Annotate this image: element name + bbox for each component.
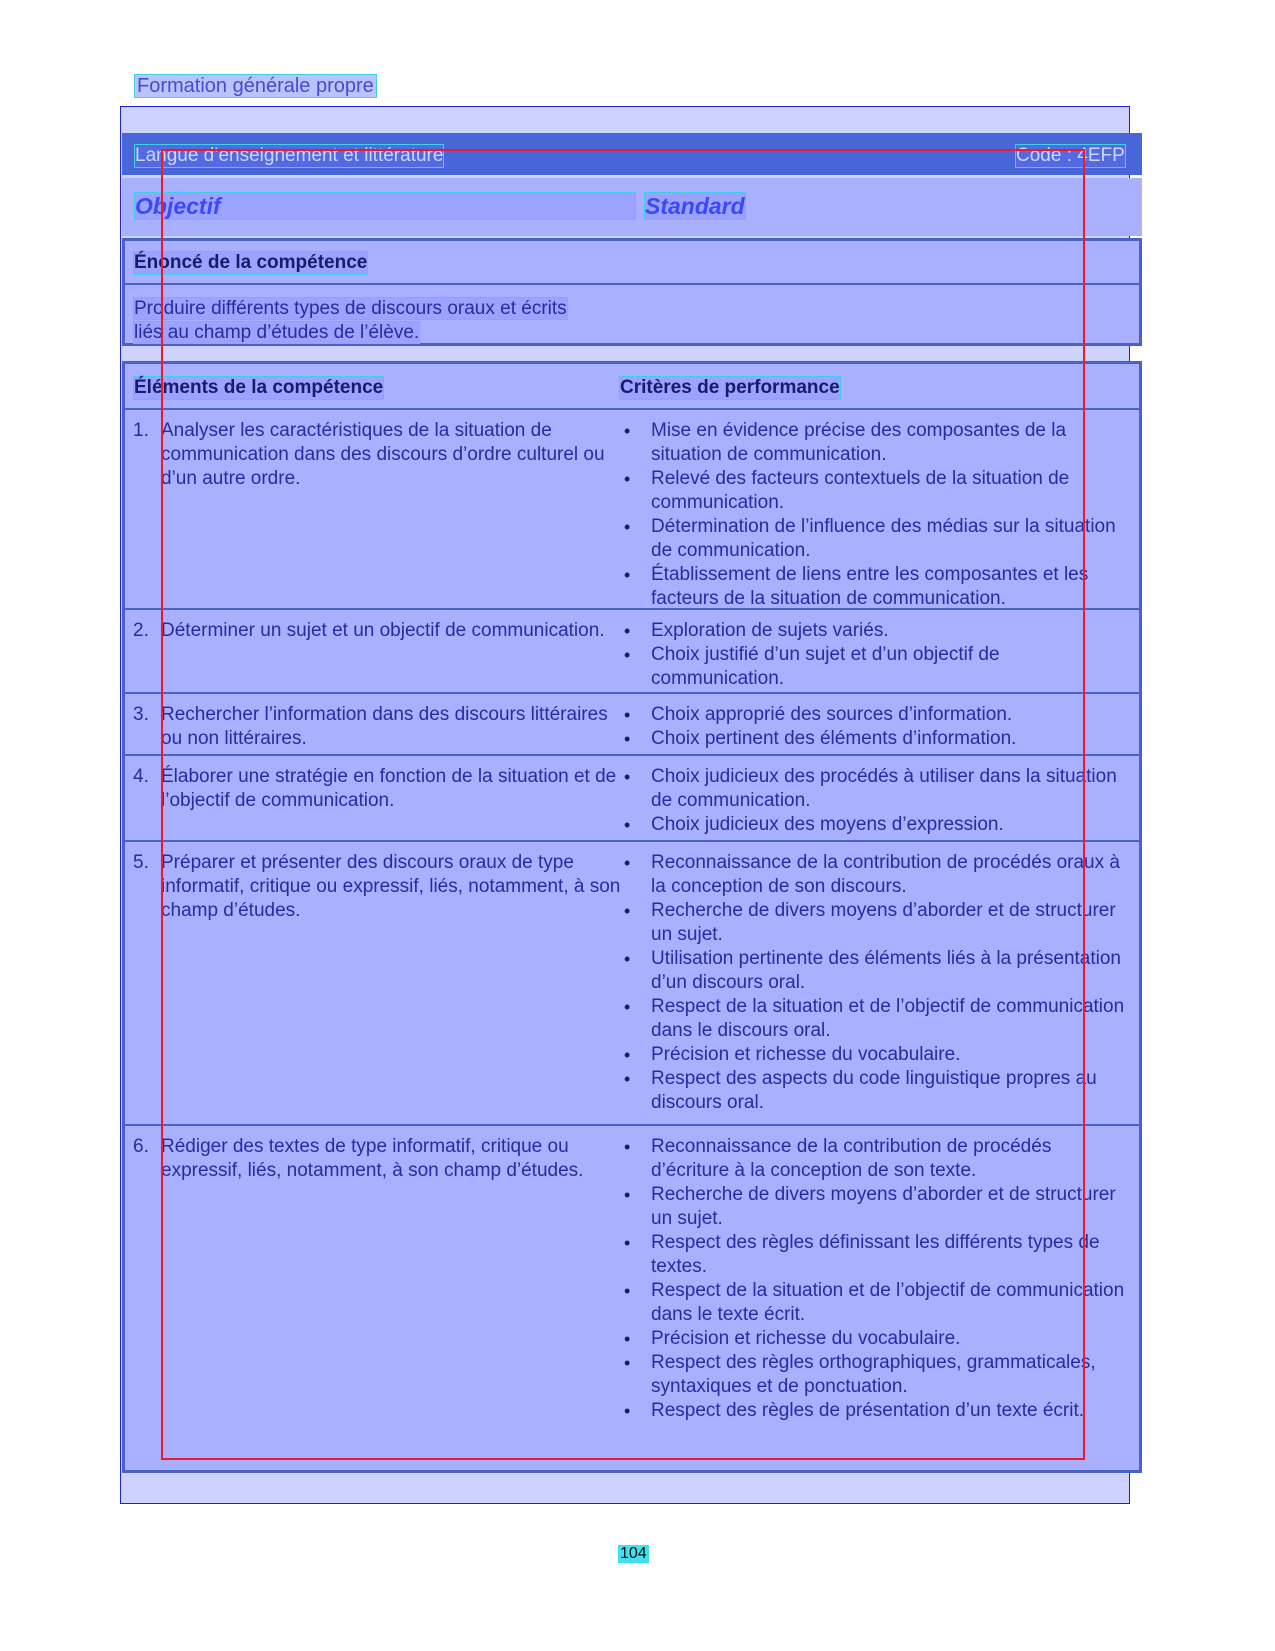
criteria-list (621, 765, 1131, 837)
criteria-heading: Critères de performance (620, 377, 840, 398)
standard-label: Standard (645, 193, 745, 219)
criterion-item: • Recherche de divers moyens d’aborder et de structurer un sujet. (621, 899, 1131, 947)
competence-element: Préparer et présenter des discours oraux de type informatif, critique ou expressif, liés, notamment, à son champ d’études. (161, 852, 621, 921)
competence-statement-box (122, 238, 1142, 346)
criterion-item: • Choix judicieux des procédés à utiliser dans la situation de communication. (621, 765, 1131, 813)
criterion-item: • Respect des règles définissant les différents types de textes. (621, 1231, 1131, 1279)
competence-elements-table (122, 361, 1142, 1473)
competence-element: Rédiger des textes de type informatif, critique ou expressif, liés, notamment, à son champ d’études. (161, 1136, 584, 1181)
criteria-list (621, 1135, 1131, 1423)
table-row (125, 610, 1139, 694)
competence-element: Déterminer un sujet et un objectif de communication. (161, 620, 605, 641)
competence-statement-heading: Énoncé de la compétence (134, 252, 368, 273)
table-row (125, 842, 1139, 1126)
criterion-item: • Précision et richesse du vocabulaire. (621, 1327, 1131, 1351)
elements-table-header (125, 364, 1139, 410)
criterion-item: • Choix judicieux des moyens d’expression. (621, 813, 1131, 837)
criterion-item: • Respect des aspects du code linguistique propres au discours oral. (621, 1067, 1131, 1115)
objective-label: Objectif (134, 192, 636, 220)
competence-element: Rechercher l’information dans des discours littéraires ou non littéraires. (161, 704, 608, 749)
page-header-title: Formation générale propre (134, 74, 377, 98)
objective-standard-row (122, 178, 1142, 236)
criteria-list (621, 703, 1131, 751)
row-number: 4. (133, 766, 149, 787)
criterion-item: • Recherche de divers moyens d’aborder et de structurer un sujet. (621, 1183, 1131, 1231)
competence-statement-body (125, 285, 1139, 345)
table-row (125, 410, 1139, 610)
criterion-item: • Reconnaissance de la contribution de procédés d’écriture à la conception de son texte. (621, 1135, 1131, 1183)
criterion-item: • Respect de la situation et de l’objectif de communication dans le discours oral. (621, 995, 1131, 1043)
criteria-list (621, 619, 1131, 691)
course-code: Code : 4EFP (1016, 145, 1125, 166)
criterion-item: • Relevé des facteurs contextuels de la situation de communication. (621, 467, 1131, 515)
row-number: 1. (133, 420, 149, 441)
criterion-item: • Mise en évidence précise des composantes de la situation de communication. (621, 419, 1131, 467)
criterion-item: • Choix pertinent des éléments d’information. (621, 727, 1131, 751)
elements-heading: Éléments de la compétence (134, 377, 384, 398)
criterion-item: • Choix approprié des sources d’information. (621, 703, 1131, 727)
row-number: 3. (133, 704, 149, 725)
criterion-item: • Utilisation pertinente des éléments liés à la présentation d’un discours oral. (621, 947, 1131, 995)
competence-statement-line-1: Produire différents types de discours oraux et écrits (134, 298, 567, 319)
row-number: 6. (133, 1136, 149, 1157)
criterion-item: • Respect de la situation et de l’objectif de communication dans le texte écrit. (621, 1279, 1131, 1327)
course-bar (122, 133, 1142, 175)
criterion-item: • Détermination de l’influence des médias sur la situation de communication. (621, 515, 1131, 563)
criterion-item: • Exploration de sujets variés. (621, 619, 1131, 643)
competence-statement-header (125, 241, 1139, 285)
competence-element: Élaborer une stratégie en fonction de la situation et de l’objectif de communication. (161, 766, 617, 811)
competence-statement-line-2: liés au champ d’études de l’élève. (134, 322, 420, 343)
page-number: 104 (620, 1545, 647, 1562)
criterion-item: • Établissement de liens entre les composantes et les facteurs de la situation de communication. (621, 563, 1131, 611)
criterion-item: • Choix justifié d’un sujet et d’un objectif de communication. (621, 643, 1131, 691)
criterion-item: • Précision et richesse du vocabulaire. (621, 1043, 1131, 1067)
table-row (125, 1126, 1139, 1456)
criteria-list (621, 419, 1131, 611)
competence-element: Analyser les caractéristiques de la situation de communication dans des discours d’ordre culturel ou d’un autre ordre. (161, 420, 605, 489)
table-row (125, 756, 1139, 842)
course-name: Langue d’enseignement et littérature (135, 145, 444, 166)
criteria-list (621, 851, 1131, 1115)
row-number: 5. (133, 852, 149, 873)
table-row (125, 694, 1139, 756)
criterion-item: • Respect des règles de présentation d’un texte écrit. (621, 1399, 1131, 1423)
criterion-item: • Respect des règles orthographiques, grammaticales, syntaxiques et de ponctuation. (621, 1351, 1131, 1399)
row-number: 2. (133, 620, 149, 641)
criterion-item: • Reconnaissance de la contribution de procédés oraux à la conception de son discours. (621, 851, 1131, 899)
